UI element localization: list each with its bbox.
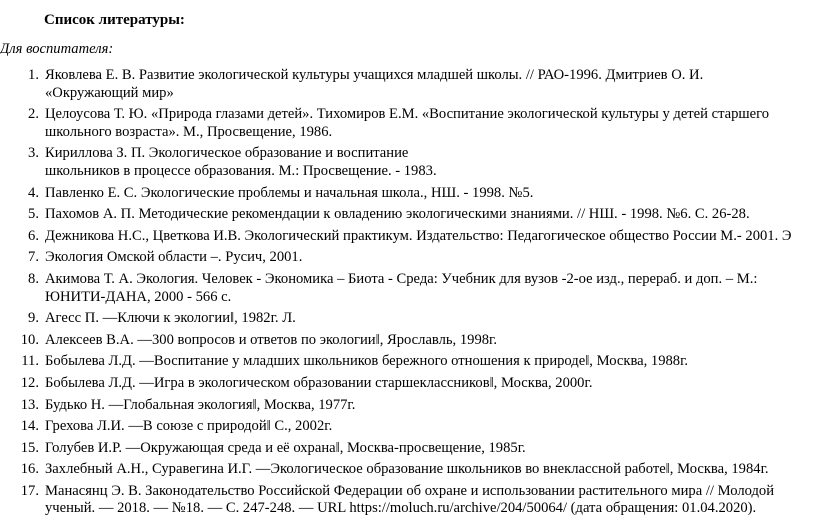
list-item (0, 67, 800, 102)
reference-list (0, 67, 800, 522)
item-number: 3. (28, 145, 39, 162)
item-number: 10. (20, 331, 39, 348)
item-text: Дежникова Н.С., Цветкова И.В. Экологический практикум. Издательство: Педагогическое общество России М.- 2001. Э (45, 227, 792, 244)
item-text: Бобылева Л.Д. ―Игра в экологическом образовании старшеклассников‖, Москва, 2000г. (45, 374, 593, 391)
item-number: 14. (20, 418, 39, 435)
item-text: Грехова Л.И. ―В союзе с природой‖ С., 2002г. (45, 418, 333, 435)
item-number: 2. (28, 106, 39, 123)
item-text: Будько Н. ―Глобальная экология‖, Москва, 1977г. (45, 396, 356, 413)
list-item (0, 206, 800, 224)
item-text-continuation: школьников в процессе образования. М.: Просвещение. - 1983. (45, 162, 437, 179)
item-text: Манасянц Э. В. Законодательство Российской Федерации об охране и использовании растительного мира // Молодой ученый. — 2018. — №18. — С. 247-248. — URL https://moluch.ru/archive/204/50064/ (дата обращения: 01.04.2020). (45, 482, 775, 517)
item-number: 12. (20, 374, 39, 391)
list-item (0, 228, 800, 246)
item-number: 13. (20, 396, 39, 413)
section-subtitle: Для воспитателя: (0, 41, 114, 57)
item-text: Целоусова Т. Ю. «Природа глазами детей». Тихомиров Е.М. «Воспитание экологической культуры у детей старшего школьного возраста». М., Просвещение, 1986. (45, 106, 770, 140)
item-number: 5. (28, 206, 39, 223)
list-item (0, 483, 800, 518)
item-number: 9. (28, 310, 39, 327)
list-item (0, 185, 800, 203)
item-number: 1. (28, 67, 39, 83)
item-number: 7. (28, 249, 39, 266)
item-text: Павленко Е. С. Экологические проблемы и начальная школа., НШ. - 1998. №5. (45, 184, 534, 201)
list-item (0, 145, 800, 180)
list-item (0, 332, 800, 350)
item-number: 16. (20, 461, 39, 478)
item-number: 17. (20, 482, 39, 499)
item-text: Голубев И.Р. ―Окружающая среда и её охрана‖, Москва-просвещение, 1985г. (45, 439, 526, 456)
list-item (0, 375, 800, 393)
list-item (0, 353, 800, 371)
list-item (0, 418, 800, 436)
list-item (0, 397, 800, 415)
item-number: 6. (28, 227, 39, 244)
list-item (0, 271, 800, 306)
item-text: Яковлева Е. В. Развитие экологической культуры учащихся младшей школы. // РАО-1996. Дмитриев О. И. «Окружающий мир» (45, 67, 704, 101)
item-text: Агесс П. ―Ключи к экологии‖, 1982г. Л. (45, 310, 296, 327)
item-text: Бобылева Л.Д. ―Воспитание у младших школьников бережного отношения к природе‖, Москва, 1988г. (45, 353, 689, 370)
item-text: Пахомов А. П. Методические рекомендации к овладению экологическими знаниями. // НШ. - 1998. №6. С. 26-28. (45, 206, 750, 223)
item-text: Экология Омской области –. Русич, 2001. (45, 249, 303, 266)
list-item (0, 106, 800, 141)
list-item (0, 310, 800, 328)
list-item (0, 461, 800, 479)
item-number: 8. (28, 270, 39, 287)
page-title: Список литературы: (44, 12, 185, 28)
item-text: Захлебный А.Н., Суравегина И.Г. ―Экологическое образование школьников во внеклассной работе‖, Москва, 1984г. (45, 461, 769, 478)
item-number: 11. (21, 353, 39, 370)
list-item (0, 440, 800, 458)
item-text: Акимова Т. А. Экология. Человек - Экономика – Биота - Среда: Учебник для вузов -2-ое изд., перераб. и доп. – М.: ЮНИТИ-ДАНА, 2000 - 566 с. (45, 270, 758, 305)
item-text: Алексеев В.А. ―300 вопросов и ответов по экологии‖, Ярославль, 1998г. (45, 331, 498, 348)
item-number: 15. (20, 439, 39, 456)
item-text: Кириллова З. П. Экологическое образование и воспитание (45, 145, 409, 162)
item-number: 4. (28, 184, 39, 201)
list-item (0, 249, 800, 267)
